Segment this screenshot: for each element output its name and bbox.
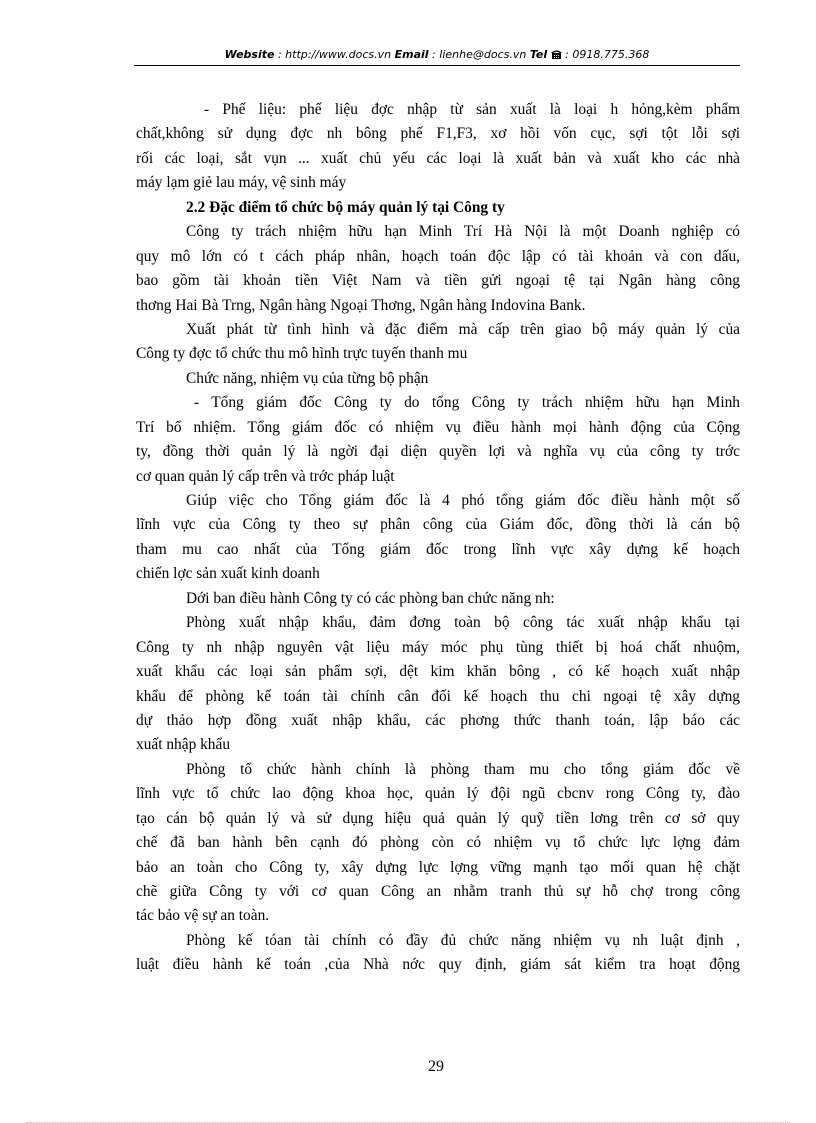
body-line: Phòng tổ chức hành chính là phòng tham mu cho tổng giám đốc về — [186, 760, 740, 778]
section-heading: 2.2 Đặc điểm tổ chức bộ máy quản lý tại Công ty — [186, 198, 505, 216]
website-label: Website — [224, 48, 275, 61]
body-line: Công ty nh nhập nguyên vật liệu máy móc phụ tùng thiết bị hoá chất nhuộm, — [136, 638, 740, 656]
body-line: chế đã ban hành bên cạnh đó phòng còn có nhiệm vụ tổ chức lực lợng đảm — [136, 834, 740, 852]
body-line: cơ quan quản lý cấp trên và trớc pháp luật — [136, 467, 395, 485]
body-line: dự thảo hợp đồng xuất nhập khẩu, các phơng thức thanh toán, lập báo các — [136, 711, 740, 729]
header-rule — [134, 65, 740, 66]
body-line: lĩnh vực của Công ty theo sự phân công của Giám đốc, đồng thời là cán bộ — [136, 516, 740, 534]
body-line: rối các loại, sắt vụn ... xuất chủ yếu các loại là xuất bản và xuất kho các nhà — [136, 149, 740, 167]
body-line: Công ty trách nhiệm hữu hạn Minh Trí Hà Nội là một Doanh nghiệp có — [186, 223, 740, 241]
body-line: tác bảo vệ sự an toàn. — [136, 907, 270, 925]
email-value: lienhe@docs.vn — [439, 48, 527, 61]
body-line: bảo an toàn cho Công ty, xây dựng lực lợng vững mạnh tạo mối quan hệ chặt — [136, 858, 740, 876]
body-line: Phòng kế tóan tài chính có đầy đủ chức năng nhiệm vụ nh luật định , — [186, 931, 740, 949]
body-line: Giúp việc cho Tổng giám đốc là 4 phó tổng giám đốc điều hành một số — [186, 492, 740, 509]
body-line: Công ty đợc tổ chức thu mô hình trực tuyến thanh mu — [136, 345, 468, 363]
header-sep: : — [274, 48, 286, 61]
body-line: - Tổng giám đốc Công ty do tổng Công ty trách nhiệm hữu hạn Minh — [194, 394, 740, 412]
body-line: ty, đồng thời quản lý là ngời đại diện quyền lợi và nghĩa vụ của công ty trớc — [136, 443, 740, 461]
body-line: máy lạm giẻ lau máy, vệ sinh máy — [136, 174, 347, 192]
header-sep: : — [561, 48, 573, 61]
body-line: Trí bổ nhiệm. Tổng giám đốc có nhiệm vụ điều hành mọi hành động của Cộng — [136, 418, 740, 436]
body-line: Xuất phát từ tình hình và đặc điểm mà cấp trên giao bộ máy quản lý của — [186, 320, 740, 338]
body-line: chất,không sử dụng đợc nh bông phế F1,F3, xơ hồi vốn cục, sợi tột lỗi sợi — [136, 125, 740, 143]
tel-value: 0918.775.368 — [572, 48, 650, 61]
website-value: http://www.docs.vn — [285, 48, 392, 61]
body-line: thơng Hai Bà Trng, Ngân hàng Ngoại Thơng, Ngân hàng Indovina Bank. — [136, 296, 586, 314]
header-sep: : — [428, 48, 440, 61]
body-line: chẽ giữa Công ty với cơ quan Công an nhằm tranh thủ sự hỗ chợ trong công — [136, 883, 740, 900]
body-line: Dới ban điều hành Công ty có các phòng ban chức năng nh: — [186, 589, 555, 607]
tel-label: Tel — [529, 48, 548, 61]
body-line: Phòng xuất nhập khẩu, đảm đơng toàn bộ công tác xuất nhập khẩu tại — [186, 614, 740, 632]
body-line: quy mô lớn có t cách pháp nhân, hoạch toán độc lập có tài khoản và con dấu, — [136, 247, 740, 265]
body-line: khẩu để phòng kế toán tài chính cân đối kế hoạch thu chi ngoại tệ xây dựng — [136, 687, 740, 705]
body-line: - Phế liệu: phế liệu đợc nhập từ sản xuất là loại h hỏng,kèm phẩm — [204, 101, 740, 118]
email-label: Email — [394, 48, 429, 61]
body-line: bao gồm tài khoản tiền Việt Nam và tiền gửi ngoại tệ tại Ngân hàng công — [136, 272, 740, 290]
phone-icon — [551, 48, 562, 61]
body-line: tạo cán bộ quản lý và sử dụng hiệu quả quản lý quỹ tiền lơng trên cơ sở quy — [136, 809, 740, 827]
body-line: luật điều hành kế toán ,của Nhà nớc quy định, giám sát kiểm tra hoạt động — [136, 956, 740, 974]
document-body — [136, 98, 740, 978]
body-line: Chức năng, nhiệm vụ của từng bộ phận — [186, 369, 429, 387]
body-line: chiến lợc sản xuất kinh doanh — [136, 565, 320, 583]
page-header — [134, 48, 740, 62]
body-line: xuất nhập khẩu — [136, 736, 231, 754]
body-line: lĩnh vực tổ chức lao động khoa học, quản lý đội ngũ cbcnv rong Công ty, đào — [136, 785, 740, 803]
body-line: tham mu cao nhất của Tổng giám đốc trong lĩnh vực xây dựng kế hoạch — [136, 540, 740, 558]
body-line: xuất khẩu các loại sản phẩm sợi, dệt kim khăn bông , có kế hoạch xuất nhập — [136, 663, 740, 681]
page-number: 29 — [428, 1058, 444, 1075]
